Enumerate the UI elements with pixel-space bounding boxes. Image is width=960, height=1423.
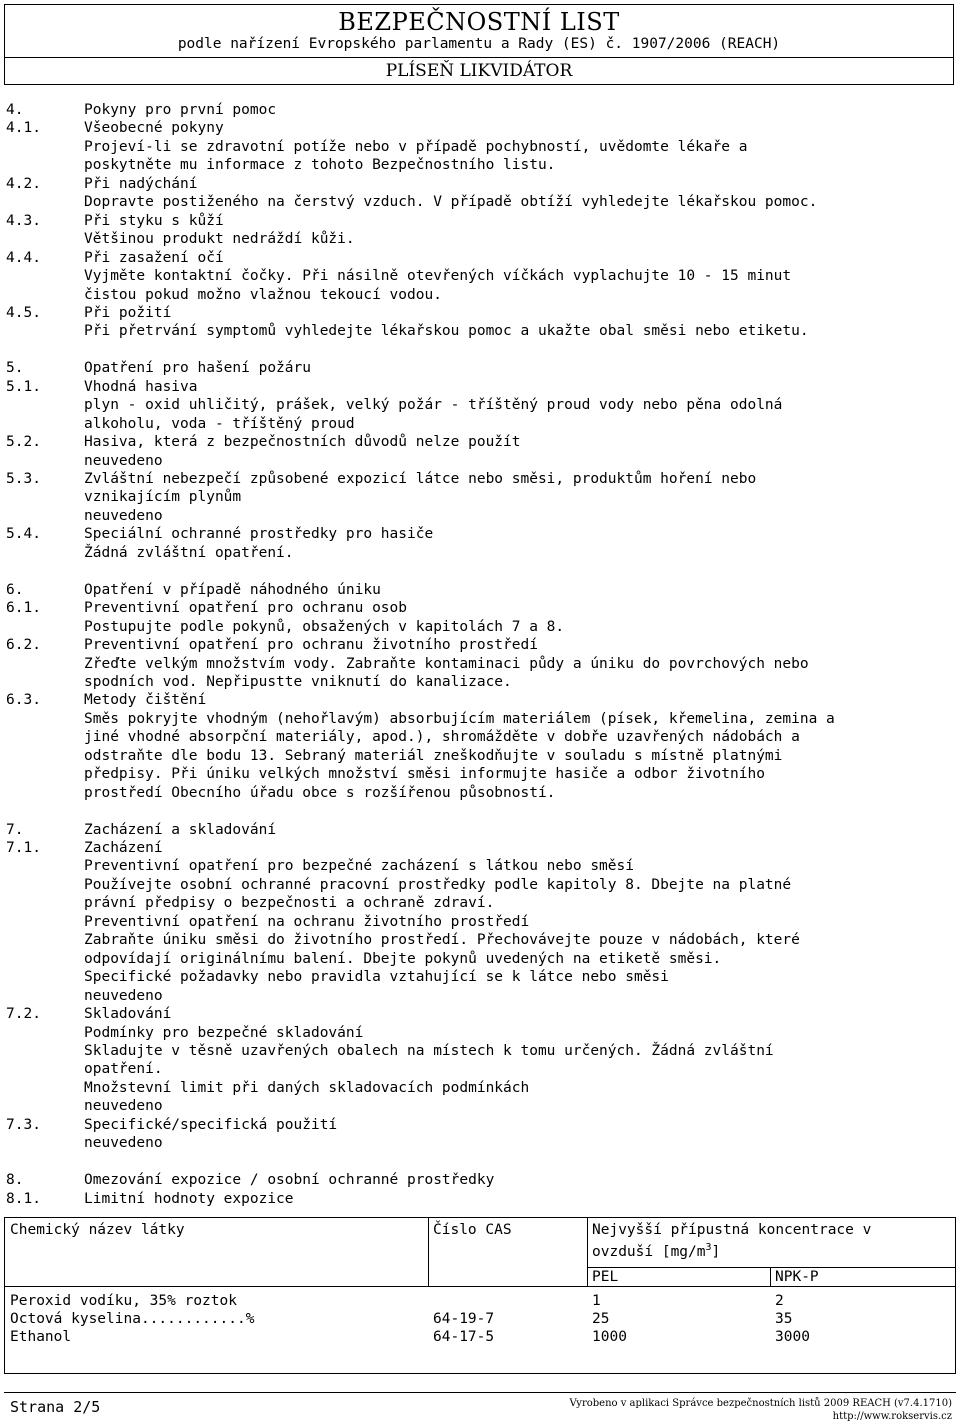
table-cell-npk: 3000 (775, 1329, 810, 1345)
table-cell-name: Ethanol (10, 1329, 72, 1345)
section-text: Preventivní opatření na ochranu životního prostředí (84, 913, 530, 930)
section-number: 7. (6, 821, 24, 838)
section-text: Skladujte v těsně uzavřených obalech na místech k tomu určených. Žádná zvláštní (84, 1042, 774, 1059)
text-line (0, 821, 960, 840)
section-number: 4.3. (6, 212, 41, 229)
text-line (0, 599, 960, 618)
text-line (0, 950, 960, 969)
footer-app: Vyrobeno v aplikaci Správce bezpečnostních listů 2009 REACH (v7.4.1710) (569, 1398, 952, 1409)
section-text: prostředí Obecního úřadu obce s rozšířenou působností. (84, 784, 556, 801)
text-line (0, 784, 960, 803)
section-text: Vyjměte kontaktní čočky. Při násilně otevřených víčkách vyplachujte 10 - 15 minut (84, 268, 792, 285)
table-cell-name: Peroxid vodíku, 35% roztok (10, 1293, 237, 1309)
text-line (0, 728, 960, 747)
section-text: Při styku s kůží (84, 212, 224, 229)
section-text: Specifické/specifická použití (84, 1116, 338, 1133)
section-text: jiné vhodné absorpční materiály, apod.), shromážděte v dobře uzavřených nádobách a (84, 729, 800, 746)
section-text: Metody čištění (84, 692, 207, 709)
section-number: 5.4. (6, 526, 41, 543)
section-text: Používejte osobní ochranné pracovní prostředky podle kapitoly 8. Dbejte na platné (84, 876, 792, 893)
section-text: Při nadýchání (84, 175, 198, 192)
section-text: Postupujte podle pokynů, obsažených v kapitolách 7 a 8. (84, 618, 565, 635)
section-text: Omezování expozice / osobní ochranné prostředky (84, 1172, 495, 1189)
section-text: Většinou produkt nedráždí kůži. (84, 231, 355, 248)
section-text: vznikajícím plynům (84, 489, 242, 506)
text-line (0, 1116, 960, 1135)
section-text: Zřeďte velkým množstvím vody. Zabraňte kontaminaci půdy a úniku do povrchových nebo (84, 655, 809, 672)
section-text: předpisy. Při úniku velkých množství směsi informujte hasiče a odbor životního (84, 766, 765, 783)
footer-credit (569, 1397, 952, 1423)
section-number: 4.1. (6, 120, 41, 137)
document-title: BEZPEČNOSTNÍ LIST (338, 8, 620, 36)
text-line (0, 710, 960, 729)
text-line (0, 267, 960, 286)
text-line (0, 1060, 960, 1079)
section-text: Zvláštní nebezpečí způsobené expozicí látce nebo směsi, produktům hoření nebo (84, 471, 757, 487)
text-line (0, 359, 960, 378)
page-number: Strana 2/5 (10, 1398, 101, 1416)
text-line (0, 1005, 960, 1024)
section-text: odstraňte dle bodu 13. Sebraný materiál zneškodňujte v souladu s místně platnými (84, 747, 783, 764)
section-text: neuvedeno (84, 452, 163, 469)
section-number: 4.5. (6, 304, 41, 321)
text-line (0, 691, 960, 710)
section-text: neuvedeno (84, 987, 163, 1004)
section-text: Preventivní opatření pro ochranu životního prostředí (84, 637, 538, 654)
text-line (0, 378, 960, 397)
document-header (4, 4, 954, 58)
section-text: Směs pokryjte vhodným (nehořlavým) absorbujícím materiálem (písek, křemelina, zemina a (84, 710, 835, 727)
text-line (0, 544, 960, 563)
text-line (0, 876, 960, 895)
section-text: Projeví-li se zdravotní potíže nebo v případě pochybností, uvědomte lékaře a (84, 138, 748, 155)
text-line (0, 1097, 960, 1116)
section-text: čistou pokud možno vlažnou tekoucí vodou. (84, 286, 442, 303)
text-line (0, 562, 960, 581)
text-line (0, 249, 960, 268)
exposure-limits-table (4, 1217, 956, 1374)
text-line (0, 1079, 960, 1098)
section-text: Speciální ochranné prostředky pro hasiče (84, 526, 434, 543)
table-header-pel: PEL (592, 1269, 619, 1285)
text-line (0, 1171, 960, 1190)
text-line (0, 396, 960, 415)
section-number: 6. (6, 581, 24, 598)
text-line (0, 433, 960, 452)
text-line (0, 175, 960, 194)
section-text: Podmínky pro bezpečné skladování (84, 1024, 364, 1041)
text-line (0, 470, 960, 489)
text-line (0, 618, 960, 637)
text-line (0, 839, 960, 858)
text-line (0, 452, 960, 471)
text-line (0, 507, 960, 526)
section-text: Hasiva, která z bezpečnostních důvodů nelze použít (84, 434, 521, 451)
section-text: Zacházení a skladování (84, 821, 277, 838)
text-line (0, 1042, 960, 1061)
section-number: 6.1. (6, 600, 41, 617)
section-text: Množstevní limit při daných skladovacích podmínkách (84, 1079, 530, 1096)
section-number: 4.2. (6, 175, 41, 192)
text-line (0, 673, 960, 692)
section-text: Zabraňte úniku směsi do životního prostředí. Přechovávejte pouze v nádobách, které (84, 932, 800, 949)
text-line (0, 636, 960, 655)
section-text: odpovídají originálnímu balení. Dbejte pokynů uvedených na etiketě směsi. (84, 950, 722, 967)
text-line (0, 987, 960, 1006)
section-text: opatření. (84, 1061, 163, 1078)
section-text: Všeobecné pokyny (84, 120, 224, 137)
text-line (0, 341, 960, 360)
table-header-cas: Číslo CAS (433, 1222, 512, 1238)
text-line (0, 1153, 960, 1172)
section-text: Žádná zvláštní opatření. (84, 544, 294, 561)
text-line (0, 894, 960, 913)
text-line (0, 931, 960, 950)
text-line (0, 581, 960, 600)
table-header-max-concentration: Nejvyšší přípustná koncentrace v (592, 1222, 872, 1238)
table-cell-name: Octová kyselina............% (10, 1311, 255, 1327)
section-text: Specifické požadavky nebo pravidla vztahující se k látce nebo směsi (84, 969, 669, 986)
text-line (0, 415, 960, 434)
text-line (0, 1024, 960, 1043)
table-cell-pel: 25 (592, 1311, 610, 1327)
section-number: 8.1. (6, 1190, 41, 1207)
section-text: spodních vod. Nepřipustte vniknutí do kanalizace. (84, 673, 512, 690)
section-text: alkoholu, voda - tříštěný proud (84, 415, 355, 432)
text-line (0, 1190, 960, 1209)
section-number: 8. (6, 1172, 24, 1189)
text-line (0, 193, 960, 212)
text-line (0, 913, 960, 932)
text-line (0, 857, 960, 876)
section-text: Opatření pro hašení požáru (84, 360, 311, 377)
text-line (0, 212, 960, 231)
section-text: Opatření v případě náhodného úniku (84, 581, 381, 598)
section-text: Při přetrvání symptomů vyhledejte lékařskou pomoc a ukažte obal směsi nebo etiketu. (84, 323, 809, 340)
section-text: poskytněte mu informace z tohoto Bezpečnostního listu. (84, 157, 556, 174)
section-number: 5.1. (6, 378, 41, 395)
text-line (0, 286, 960, 305)
section-number: 5.2. (6, 434, 41, 451)
section-number: 5. (6, 360, 24, 377)
section-number: 5.3. (6, 471, 41, 487)
section-number: 4.4. (6, 249, 41, 266)
section-number: 7.2. (6, 1006, 41, 1023)
section-text: Preventivní opatření pro bezpečné zacházení s látkou nebo směsí (84, 858, 634, 875)
table-cell-cas: 64-17-5 (433, 1329, 495, 1345)
text-line (0, 1134, 960, 1153)
section-text: Vhodná hasiva (84, 378, 198, 395)
section-text: neuvedeno (84, 507, 163, 524)
section-text: Dopravte postiženého na čerstvý vzduch. V případě obtíží vyhledejte lékařskou pomoc. (84, 194, 818, 211)
section-number: 6.3. (6, 692, 41, 709)
text-line (0, 968, 960, 987)
table-cell-npk: 35 (775, 1311, 793, 1327)
product-name-box (4, 58, 954, 85)
text-line (0, 322, 960, 341)
text-line (0, 802, 960, 821)
section-text: Při požití (84, 304, 172, 321)
section-text: právní předpisy o bezpečnosti a ochraně zdraví. (84, 895, 495, 912)
section-text: Preventivní opatření pro ochranu osob (84, 600, 408, 617)
text-line (0, 156, 960, 175)
table-cell-cas: 64-19-7 (433, 1311, 495, 1327)
section-text: Skladování (84, 1006, 172, 1023)
text-line (0, 488, 960, 507)
footer-url[interactable]: http://www.rokservis.cz (832, 1411, 952, 1422)
section-text: Zacházení (84, 840, 163, 856)
table-cell-npk: 2 (775, 1293, 784, 1309)
section-text: neuvedeno (84, 1098, 163, 1115)
section-number: 7.1. (6, 840, 41, 856)
section-number: 6.2. (6, 637, 41, 654)
section-text: neuvedeno (84, 1135, 163, 1152)
text-line (0, 747, 960, 766)
text-line (0, 101, 960, 120)
text-line (0, 525, 960, 544)
table-header-npk: NPK-P (775, 1269, 819, 1285)
text-line (0, 655, 960, 674)
section-number: 4. (6, 102, 24, 118)
text-line (0, 230, 960, 249)
document-subtitle: podle nařízení Evropského parlamentu a Rady (ES) č. 1907/2006 (REACH) (177, 36, 781, 52)
table-cell-pel: 1 (592, 1293, 601, 1309)
section-number: 7.3. (6, 1116, 41, 1133)
table-header-unit: ovzduší $[mg/m^3]$ (592, 1242, 721, 1260)
product-name: PLÍSEŇ LIKVIDÁTOR (385, 61, 573, 81)
table-cell-pel: 1000 (592, 1329, 627, 1345)
table-header-chemical-name: Chemický název látky (10, 1222, 185, 1238)
text-line (0, 138, 960, 157)
section-text: Pokyny pro první pomoc (84, 102, 277, 118)
section-text: Při zasažení očí (84, 249, 224, 266)
section-text: plyn - oxid uhličitý, prášek, velký požár - tříštěný proud vody nebo pěna odolná (84, 397, 783, 414)
text-line (0, 304, 960, 323)
text-line (0, 119, 960, 138)
text-line (0, 765, 960, 784)
section-text: Limitní hodnoty expozice (84, 1190, 294, 1207)
